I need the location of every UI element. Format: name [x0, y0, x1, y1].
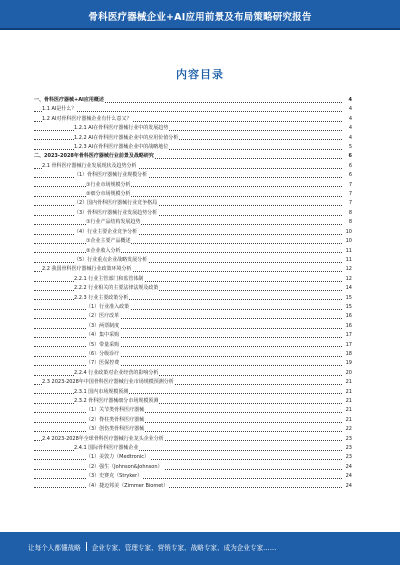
toc-entry[interactable]: [34, 256, 352, 265]
toc-leader-dots: [34, 186, 342, 187]
toc-entry-title: （3）两票制度: [86, 322, 120, 331]
toc-entry[interactable]: [34, 237, 352, 246]
toc-entry-page: 17: [345, 341, 352, 350]
toc-leader-dots: [34, 243, 342, 244]
toc-entry-title: 2.2.4 行业政策对企业经营的影响分析: [74, 369, 159, 378]
toc-entry-page: 6: [348, 171, 352, 180]
toc-entry-title: （1）骨科医疗器械行业规模分析: [74, 171, 148, 180]
toc-entry[interactable]: [34, 397, 352, 406]
toc-entry[interactable]: [34, 284, 352, 293]
toc-entry-title: （4）捷迈邦美（Zimmer Biomet）: [86, 482, 169, 491]
toc-entry-title: ②企业收入分析: [86, 247, 121, 256]
toc-leader-dots: [34, 356, 342, 357]
footer-slogan: 让每个人都懂战略: [28, 544, 81, 552]
toc-entry[interactable]: [34, 265, 352, 274]
toc-entry-page: 23: [345, 444, 352, 453]
toc-entry-page: 6: [348, 162, 352, 171]
toc-leader-dots: [34, 412, 342, 413]
toc-entry-page: 5: [348, 143, 352, 152]
toc-entry-title: （2）医疗改革: [86, 312, 120, 321]
toc-leader-dots: [34, 459, 342, 460]
toc-entry-title: （4）行业主要企业竞争分析: [74, 228, 138, 237]
toc-entry-title: 2.2 我国骨科医疗器械行业政策环境分析: [42, 265, 133, 274]
toc-entry[interactable]: [34, 331, 352, 340]
toc-entry-page: 7: [348, 190, 352, 199]
toc-entry-page: 20: [345, 369, 352, 378]
report-footer: [0, 532, 400, 565]
toc-entry-page: 7: [348, 199, 352, 208]
toc-entry-page: 15: [345, 303, 352, 312]
toc-entry-title: （1）行业准入政策: [86, 303, 130, 312]
toc-entry[interactable]: [34, 369, 352, 378]
toc-entry-title: （2）国内骨科医疗器械行业竞争格局: [74, 199, 158, 208]
toc-heading: 内容目录: [176, 68, 224, 81]
toc-entry-page: 21: [345, 388, 352, 397]
toc-entry[interactable]: [34, 152, 352, 161]
toc-entry[interactable]: [34, 115, 352, 124]
toc-entry[interactable]: [34, 124, 352, 133]
toc-entry-page: 12: [345, 265, 352, 274]
toc-entry-page: 21: [345, 378, 352, 387]
toc-entry-title: 2.1 骨科医疗器械行业发展现状及趋势分析: [42, 162, 138, 171]
toc-entry[interactable]: [34, 228, 352, 237]
toc-entry-page: 21: [345, 397, 352, 406]
toc-entry[interactable]: [34, 406, 352, 415]
toc-entry[interactable]: [34, 312, 352, 321]
toc-entry-page: 18: [345, 350, 352, 359]
toc-entry[interactable]: [34, 463, 352, 472]
footer-text-line: [28, 542, 276, 552]
toc-entry[interactable]: [34, 96, 352, 105]
toc-entry-page: 23: [345, 453, 352, 462]
footer-separator: [86, 542, 87, 551]
toc-entry-page: 24: [345, 472, 352, 481]
toc-entry-title: 2.2.3 行业主要政策分析: [74, 294, 129, 303]
toc-entry-page: 14: [345, 284, 352, 293]
toc-leader-dots: [34, 252, 342, 253]
toc-entry[interactable]: [34, 444, 352, 453]
toc-entry-title: ②细分市场规模分析: [86, 190, 131, 199]
report-header: [0, 0, 400, 30]
toc-entry[interactable]: [34, 294, 352, 303]
toc-entry[interactable]: [34, 247, 352, 256]
toc-entry-title: ①企业主要产品概述: [86, 237, 131, 246]
footer-roles: 企业专家、管理专家、营销专家、战略专家、成为企业专家……: [91, 544, 277, 552]
toc-entry[interactable]: [34, 341, 352, 350]
toc-entry-title: （5）行业重点企业战略发展分析: [74, 256, 148, 265]
toc-entry[interactable]: [34, 378, 352, 387]
toc-leader-dots: [34, 224, 342, 225]
report-title: 骨科医疗器械企业+AI应用前景及布局策略研究报告: [88, 12, 312, 23]
toc-entry[interactable]: [34, 105, 352, 114]
toc-entry-title: 1.2 AI对骨科医疗器械企业有什么意义？: [42, 115, 132, 124]
toc-leader-dots: [34, 309, 342, 310]
toc-entry[interactable]: [34, 134, 352, 143]
toc-leader-dots: [34, 196, 342, 197]
toc-entry-page: 4: [348, 124, 352, 133]
toc-entry-page: 19: [345, 359, 352, 368]
toc-leader-dots: [34, 478, 342, 479]
toc-entry-page: 12: [345, 275, 352, 284]
toc-entry-title: （1）关节类骨科医疗器械: [86, 406, 145, 415]
toc-entry[interactable]: [34, 388, 352, 397]
toc-leader-dots: [34, 328, 342, 329]
toc-entry[interactable]: [34, 350, 352, 359]
toc-entry-title: 2.2.2 行业相关的主要法律法规及政策: [74, 284, 159, 293]
toc-entry-page: 8: [348, 209, 352, 218]
toc-entry-title: 2.3.2 骨科医疗器械细分市场规模预测: [74, 397, 159, 406]
toc-entry-page: 4: [348, 115, 352, 124]
toc-entry-page: 4: [348, 96, 352, 105]
toc-entry-title: （5）带量采购: [86, 341, 120, 350]
toc-entry-title: 2.2.1 行业主管部门和监管体制: [74, 275, 144, 284]
toc-leader-dots: [34, 487, 342, 488]
toc-entry-title: 2.3.1 国内市场规模预测: [74, 388, 129, 397]
toc-entry-page: 21: [345, 416, 352, 425]
toc-entry-page: 4: [348, 134, 352, 143]
toc-entry[interactable]: [34, 199, 352, 208]
toc-entry-title: （2）脊柱类骨科医疗器械: [86, 416, 145, 425]
toc-entry-page: 22: [345, 425, 352, 434]
toc-entry-title: （6）分级诊疗: [86, 350, 120, 359]
toc-entry-page: 11: [345, 247, 352, 256]
toc-entry-title: 1.2.2 AI在骨科医疗器械企业中的应用价值分析: [74, 134, 179, 143]
toc-entry-page: 10: [345, 237, 352, 246]
toc-entry[interactable]: [34, 453, 352, 462]
toc-entry-title: （7）医保控费: [86, 359, 120, 368]
toc-entry-page: 16: [345, 312, 352, 321]
toc-entry-title: 1.1 AI是什么？: [42, 105, 77, 114]
toc-entry-page: 24: [345, 482, 352, 491]
toc-entry-title: 1.2.1 AI在骨科医疗器械行业中的发展趋势: [74, 124, 169, 133]
toc-entry-page: 21: [345, 406, 352, 415]
toc-entry[interactable]: [34, 143, 352, 152]
toc-entry-title: （4）集中采购: [86, 331, 120, 340]
toc-entry[interactable]: [34, 359, 352, 368]
toc-entry-title: （2）强生（Johnson&Johnson）: [86, 463, 164, 472]
toc-entry-title: 二、2023-2028年骨科医疗器械行业前景及战略研究: [34, 152, 155, 161]
toc-leader-dots: [34, 318, 342, 319]
toc-entry[interactable]: [34, 209, 352, 218]
toc-entry[interactable]: [34, 190, 352, 199]
toc-entry[interactable]: [34, 472, 352, 481]
toc-entry-title: ①行业市场规模分析: [86, 181, 131, 190]
toc-entry-title: 2.4.1 国际骨科医疗器械企业: [74, 444, 139, 453]
toc-leader-dots: [34, 469, 342, 470]
toc-entry[interactable]: [34, 162, 352, 171]
toc-entry-title: 一、骨科医疗器械+AI应用概述: [34, 96, 105, 105]
toc-entry-page: 16: [345, 322, 352, 331]
table-of-contents: [34, 96, 352, 491]
toc-entry-title: （1）美敦力（Medtronic）: [86, 453, 150, 462]
toc-entry[interactable]: [34, 322, 352, 331]
toc-entry-page: 7: [348, 181, 352, 190]
toc-entry[interactable]: [34, 482, 352, 491]
toc-entry[interactable]: [34, 435, 352, 444]
toc-entry[interactable]: [34, 303, 352, 312]
toc-entry-title: （3）创伤类骨科医疗器械: [86, 425, 145, 434]
toc-leader-dots: [34, 346, 342, 347]
toc-entry-title: 2.3 2023-2028年中国骨科医疗器械行业市场规模预测分析: [42, 378, 175, 387]
toc-entry[interactable]: [34, 218, 352, 227]
toc-entry-page: 11: [345, 256, 352, 265]
toc-entry-page: 15: [345, 294, 352, 303]
toc-entry[interactable]: [34, 181, 352, 190]
toc-entry-page: 4: [348, 105, 352, 114]
toc-entry-title: ①行业产品结构发展趋势: [86, 218, 141, 227]
toc-entry-page: 8: [348, 218, 352, 227]
toc-entry-page: 6: [348, 152, 352, 161]
toc-entry-title: （3）骨科医疗器械行业发展趋势分析: [74, 209, 158, 218]
toc-leader-dots: [34, 431, 342, 432]
toc-entry-page: 10: [345, 228, 352, 237]
toc-leader-dots: [34, 337, 342, 338]
toc-entry-page: 24: [345, 463, 352, 472]
toc-entry-page: 23: [345, 435, 352, 444]
toc-leader-dots: [34, 111, 342, 112]
toc-entry-page: 17: [345, 331, 352, 340]
toc-entry-title: 1.2.3 AI在骨科医疗器械企业中的战略地位: [74, 143, 169, 152]
toc-leader-dots: [34, 365, 342, 366]
toc-entry-title: 2.4 2023-2028年全球骨科医疗器械行业龙头企业分析: [42, 435, 165, 444]
toc-entry[interactable]: [34, 171, 352, 180]
toc-leader-dots: [34, 422, 342, 423]
toc-entry[interactable]: [34, 275, 352, 284]
toc-entry[interactable]: [34, 416, 352, 425]
toc-entry-title: （3）史赛克（Stryker）: [86, 472, 143, 481]
toc-entry[interactable]: [34, 425, 352, 434]
